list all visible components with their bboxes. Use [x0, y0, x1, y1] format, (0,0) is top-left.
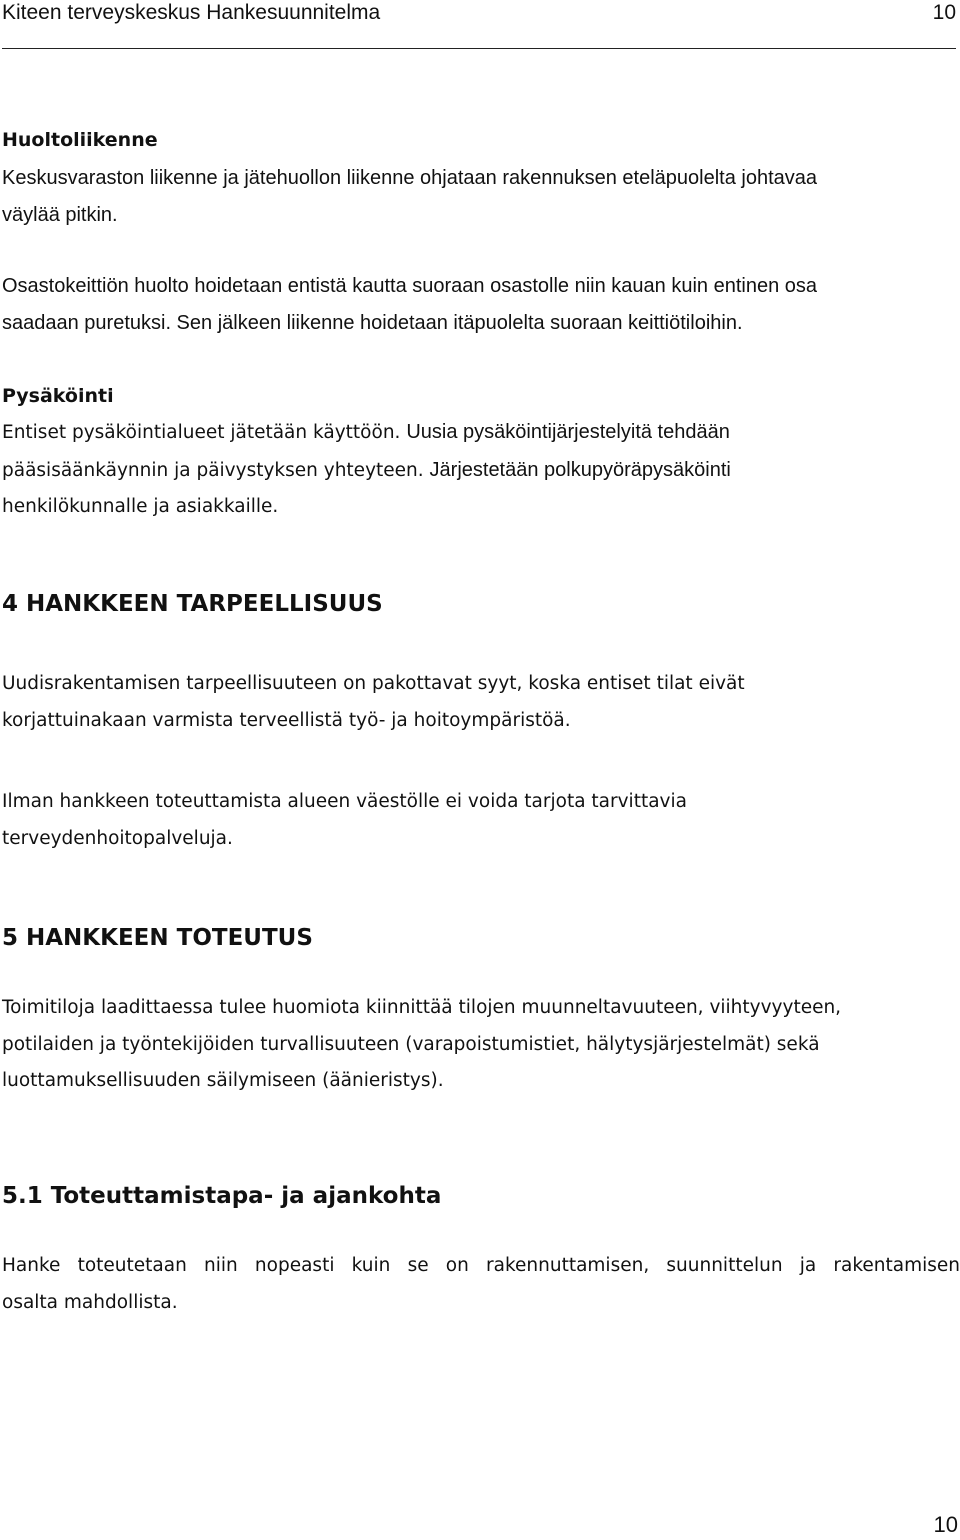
page-header — [2, 0, 956, 49]
paragraph-huoltoliikenne-2 — [2, 268, 960, 341]
paragraph-section-5-1 — [2, 1248, 960, 1321]
heading-section-5: 5 HANKKEEN TOTEUTUS — [2, 925, 313, 951]
paragraph-huoltoliikenne-1 — [2, 160, 960, 233]
text-line: potilaiden ja työntekijöiden turvallisuuteen (varapoistumistiet, hälytysjärjestelmät) sekä — [2, 1033, 820, 1055]
heading-section-5-1: 5.1 Toteuttamistapa- ja ajankohta — [2, 1183, 442, 1209]
text-line — [2, 414, 960, 452]
paragraph-section-5 — [2, 990, 960, 1100]
text-line: Uudisrakentamisen tarpeellisuuteen on pakottavat syyt, koska entiset tilat eivät — [2, 673, 745, 694]
subheading-huoltoliikenne: Huoltoliikenne — [2, 129, 158, 151]
footer-page-number: 10 — [933, 1512, 958, 1537]
text-line: henkilökunnalle ja asiakkaille. — [2, 496, 279, 517]
text-line: osalta mahdollista. — [2, 1291, 178, 1313]
text-line: terveydenhoitopalveluja. — [2, 827, 233, 849]
text-line: väylää pitkin. — [2, 203, 118, 226]
paragraph-section-4-2 — [2, 784, 960, 857]
text-line: luottamuksellisuuden säilymiseen (äänieristys). — [2, 1070, 444, 1091]
header-page-number: 10 — [932, 1, 956, 24]
text-line: Hanke toteutetaan niin nopeasti kuin se on rakennuttamisen, suunnittelun ja rakentamisen — [2, 1255, 960, 1276]
text-line: Osastokeittiön huolto hoidetaan entistä kautta suoraan osastolle niin kauan kuin entinen osa — [2, 275, 817, 297]
text-line: Keskusvaraston liikenne ja jätehuollon liikenne ohjataan rakennuksen eteläpuolelta johtavaa — [2, 167, 818, 189]
text-fragment: Uusia pysäköintijärjestelyitä tehdään — [406, 421, 730, 443]
text-fragment: Entiset pysäköintialueet jätetään käyttöön. — [2, 422, 401, 443]
text-line: Ilman hankkeen toteuttamista alueen väestölle ei voida tarjota tarvittavia — [2, 791, 687, 812]
paragraph-pysakointi — [2, 414, 960, 526]
heading-section-4: 4 HANKKEEN TARPEELLISUUS — [2, 591, 383, 617]
document-title: Kiteen terveyskeskus Hankesuunnitelma — [2, 1, 381, 24]
text-line: Toimitiloja laadittaessa tulee huomiota kiinnittää tilojen muunneltavuuteen, viihtyvyyteen, — [2, 997, 842, 1018]
text-fragment: pääsisäänkäynnin ja päivystyksen yhteyteen. — [2, 459, 424, 481]
text-fragment: Järjestetään polkupyöräpysäköinti — [429, 458, 731, 481]
text-line — [2, 452, 960, 490]
paragraph-section-4-1 — [2, 666, 960, 739]
text-line: korjattuinakaan varmista terveellistä työ- ja hoitoympäristöä. — [2, 709, 571, 731]
text-line: saadaan puretuksi. Sen jälkeen liikenne hoidetaan itäpuolelta suoraan keittiötiloihin. — [2, 311, 743, 334]
subheading-pysakointi: Pysäköinti — [2, 385, 114, 407]
